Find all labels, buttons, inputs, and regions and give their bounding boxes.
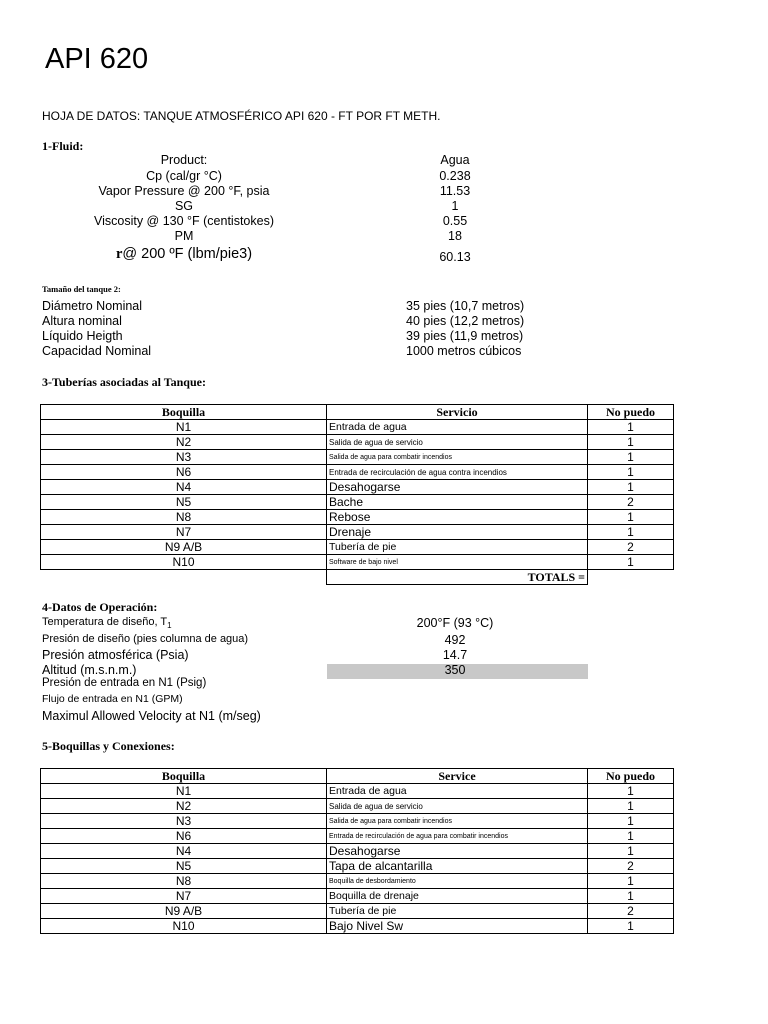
nozzle-cell: N8	[41, 874, 327, 889]
fluid-value: 1	[451, 199, 459, 213]
nozzle-cell: N1	[41, 420, 327, 435]
nozzle-cell: N8	[41, 510, 327, 525]
table-row	[41, 919, 674, 934]
service-cell: Salida de agua de servicio	[327, 799, 588, 814]
operation-label	[42, 616, 172, 630]
column-header-boquilla: Boquilla	[41, 405, 327, 420]
table-row	[41, 784, 674, 799]
operation-label: Maximul Allowed Velocity at N1 (m/seg)	[42, 709, 261, 723]
service-cell: Boquilla de desbordamiento	[327, 874, 588, 889]
table-row	[41, 495, 674, 510]
table-row	[41, 904, 674, 919]
operation-label: Presión de diseño (pies columna de agua)	[42, 633, 249, 645]
nozzle-cell: N10	[41, 919, 327, 934]
qty-cell: 1	[588, 874, 674, 889]
column-header-qty: No puedo	[588, 769, 674, 784]
nozzle-cell: N2	[41, 799, 327, 814]
service-cell: Software de bajo nivel	[327, 555, 588, 570]
fluid-value: 0.55	[442, 214, 468, 228]
fluid-label: Vapor Pressure @ 200 °F, psia	[98, 184, 270, 198]
operation-value: 200°F (93 °C)	[416, 616, 494, 630]
tank-section-heading: Tamaño del tanque 2:	[42, 284, 121, 294]
table-row	[41, 420, 674, 435]
table-row	[41, 829, 674, 844]
table-row	[41, 510, 674, 525]
qty-cell: 1	[588, 784, 674, 799]
column-header-servicio: Servicio	[327, 405, 588, 420]
nozzle-cell: N4	[41, 844, 327, 859]
nozzle-cell: N6	[41, 829, 327, 844]
fluid-value: Agua	[440, 153, 470, 167]
service-cell: Bache	[327, 495, 588, 510]
datasheet-subtitle: HOJA DE DATOS: TANQUE ATMOSFÉRICO API 620 - FT POR FT METH.	[42, 109, 441, 123]
table-row	[41, 435, 674, 450]
qty-cell: 1	[588, 799, 674, 814]
service-cell: Entrada de recirculación de agua contra incendios	[327, 465, 588, 480]
qty-cell: 1	[588, 480, 674, 495]
qty-cell: 1	[588, 420, 674, 435]
service-cell: Desahogarse	[327, 844, 588, 859]
piping-table	[40, 404, 674, 585]
qty-cell: 1	[588, 450, 674, 465]
tank-value: 1000 metros cúbicos	[406, 344, 522, 358]
service-cell: Salida de agua para combatir incendios	[327, 450, 588, 465]
operation-section-heading: 4-Datos de Operación:	[42, 600, 158, 614]
operation-label-text: Temperatura de diseño, T	[42, 616, 168, 628]
nozzles-table	[40, 768, 674, 934]
page-title: API 620	[45, 43, 149, 75]
table-row	[41, 874, 674, 889]
qty-cell: 1	[588, 814, 674, 829]
totals-label: TOTALS =	[327, 570, 588, 585]
column-header-boquilla: Boquilla	[41, 769, 327, 784]
service-cell: Bajo Nivel Sw	[327, 919, 588, 934]
nozzle-cell: N7	[41, 889, 327, 904]
table-header-row	[41, 769, 674, 784]
service-cell: Entrada de recirculación de agua para combatir incendios	[327, 829, 588, 844]
qty-cell: 2	[588, 904, 674, 919]
operation-label: Presión atmosférica (Psia)	[42, 648, 189, 662]
totals-row	[41, 570, 674, 585]
nozzles-section-heading: 5-Boquillas y Conexiones:	[42, 739, 175, 753]
qty-cell: 1	[588, 465, 674, 480]
fluid-label: Viscosity @ 130 °F (centistokes)	[93, 214, 275, 228]
subscript: 1	[167, 621, 172, 631]
piping-section-heading: 3-Tuberías asociadas al Tanque:	[42, 375, 206, 389]
table-row	[41, 525, 674, 540]
service-cell: Salida de agua de servicio	[327, 435, 588, 450]
tank-value: 40 pies (12,2 metros)	[406, 314, 525, 328]
qty-cell: 2	[588, 540, 674, 555]
operation-value: 492	[444, 633, 466, 647]
nozzle-cell: N5	[41, 859, 327, 874]
tank-value: 35 pies (10,7 metros)	[406, 299, 525, 313]
service-cell: Tubería de pie	[327, 904, 588, 919]
nozzle-cell: N4	[41, 480, 327, 495]
table-row	[41, 799, 674, 814]
fluid-label: PM	[174, 229, 194, 243]
table-row	[41, 450, 674, 465]
fluid-value: 0.238	[439, 169, 471, 183]
table-row	[41, 859, 674, 874]
service-cell: Drenaje	[327, 525, 588, 540]
density-value: 60.13	[439, 250, 471, 264]
nozzle-cell: N6	[41, 465, 327, 480]
table-row	[41, 540, 674, 555]
table-row	[41, 555, 674, 570]
fluid-label: SG	[174, 199, 194, 213]
tank-value: 39 pies (11,9 metros)	[406, 329, 524, 343]
density-symbol: r	[115, 246, 123, 262]
column-header-qty: No puedo	[588, 405, 674, 420]
density-label	[54, 246, 314, 263]
service-cell: Salida de agua para combatir incendios	[327, 814, 588, 829]
nozzle-cell: N10	[41, 555, 327, 570]
nozzle-cell: N2	[41, 435, 327, 450]
service-cell: Tapa de alcantarilla	[327, 859, 588, 874]
operation-value: 350	[444, 663, 466, 677]
fluid-value: 18	[448, 229, 462, 243]
qty-cell: 1	[588, 889, 674, 904]
table-row	[41, 889, 674, 904]
table-row	[41, 480, 674, 495]
tank-label: Capacidad Nominal	[42, 344, 152, 358]
qty-cell: 2	[588, 495, 674, 510]
nozzle-cell: N1	[41, 784, 327, 799]
nozzle-cell: N3	[41, 450, 327, 465]
table-row	[41, 844, 674, 859]
tank-label: Líquido Heigth	[42, 329, 123, 343]
fluid-section-heading: 1-Fluid:	[42, 139, 84, 153]
operation-label: Altitud (m.s.n.m.)	[42, 663, 137, 677]
qty-cell: 1	[588, 844, 674, 859]
nozzle-cell: N3	[41, 814, 327, 829]
fluid-label: Product:	[160, 153, 208, 167]
qty-cell: 1	[588, 510, 674, 525]
column-header-service: Service	[327, 769, 588, 784]
operation-label: Presión de entrada en N1 (Psig)	[42, 677, 207, 689]
service-cell: Boquilla de drenaje	[327, 889, 588, 904]
table-header-row	[41, 405, 674, 420]
qty-cell: 1	[588, 829, 674, 844]
table-row	[41, 814, 674, 829]
qty-cell: 1	[588, 435, 674, 450]
tank-label: Diámetro Nominal	[42, 299, 143, 313]
service-cell: Desahogarse	[327, 480, 588, 495]
qty-cell: 1	[588, 525, 674, 540]
operation-label: Flujo de entrada en N1 (GPM)	[42, 693, 183, 705]
qty-cell: 1	[588, 919, 674, 934]
operation-value: 14.7	[442, 648, 468, 662]
qty-cell: 1	[588, 555, 674, 570]
nozzle-cell: N7	[41, 525, 327, 540]
nozzle-cell: N5	[41, 495, 327, 510]
nozzle-cell: N9 A/B	[41, 904, 327, 919]
table-row	[41, 465, 674, 480]
fluid-label: Cp (cal/gr °C)	[146, 169, 222, 183]
tank-label: Altura nominal	[42, 314, 122, 328]
service-cell: Entrada de agua	[327, 420, 588, 435]
service-cell: Rebose	[327, 510, 588, 525]
service-cell: Tubería de pie	[327, 540, 588, 555]
density-label-text: @ 200 ºF (lbm/pie3)	[122, 246, 253, 262]
nozzle-cell: N9 A/B	[41, 540, 327, 555]
fluid-value: 11.53	[439, 184, 471, 198]
qty-cell: 2	[588, 859, 674, 874]
service-cell: Entrada de agua	[327, 784, 588, 799]
